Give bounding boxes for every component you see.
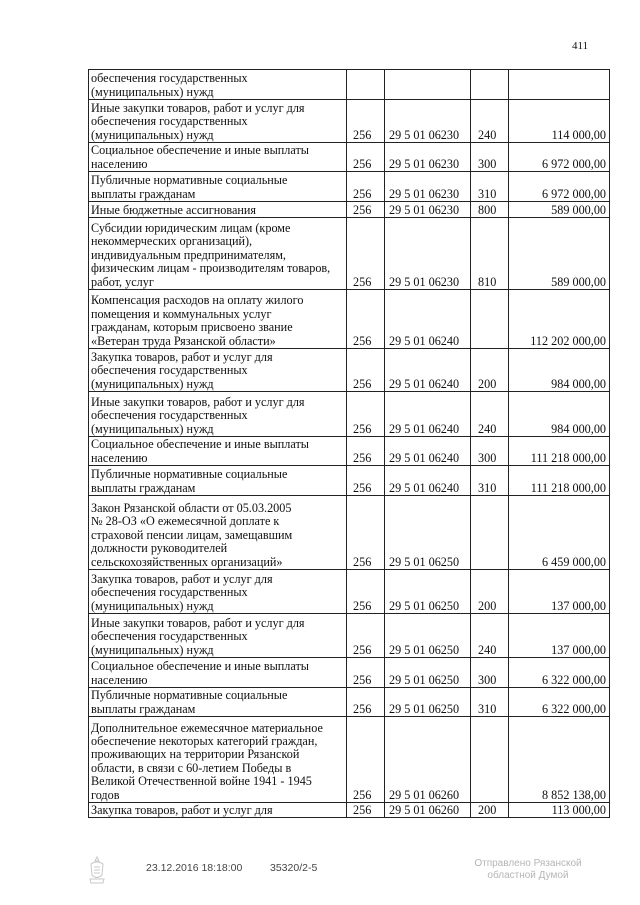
row-code-cell: 256 xyxy=(347,570,385,614)
table-row xyxy=(89,614,610,658)
row-vr-cell: 310 xyxy=(471,688,509,717)
row-code-cell: 256 xyxy=(347,172,385,202)
table-row xyxy=(89,143,610,172)
table-row xyxy=(89,349,610,392)
row-csr-cell: 29 5 01 06230 xyxy=(385,100,471,143)
row-name-cell: обеспечения государственных (муниципальных) нужд xyxy=(89,70,347,100)
row-vr-cell: 310 xyxy=(471,172,509,202)
emblem-icon xyxy=(86,855,108,885)
row-name-cell: Социальное обеспечение и иные выплаты населению xyxy=(89,658,347,688)
table-row xyxy=(89,466,610,496)
table-row xyxy=(89,218,610,290)
row-code-cell: 256 xyxy=(347,803,385,818)
table-row xyxy=(89,392,610,437)
table-row xyxy=(89,570,610,614)
row-code-cell: 256 xyxy=(347,437,385,466)
table-row xyxy=(89,437,610,466)
row-vr-cell: 200 xyxy=(471,570,509,614)
row-code-cell: 256 xyxy=(347,614,385,658)
row-sum-cell xyxy=(509,70,610,100)
row-vr-cell: 300 xyxy=(471,143,509,172)
page-number: 411 xyxy=(572,40,589,52)
row-csr-cell: 29 5 01 06230 xyxy=(385,172,471,202)
table-row xyxy=(89,202,610,218)
row-code-cell: 256 xyxy=(347,466,385,496)
footer-stamp-line1: Отправлено Рязанской xyxy=(474,858,582,869)
row-csr-cell: 29 5 01 06250 xyxy=(385,658,471,688)
row-vr-cell xyxy=(471,717,509,803)
budget-table xyxy=(88,69,610,818)
row-name-cell: Публичные нормативные социальные выплаты гражданам xyxy=(89,172,347,202)
row-name-cell: Иные закупки товаров, работ и услуг для обеспечения государственных (муниципальных) нужд xyxy=(89,392,347,437)
row-name-cell: Закупка товаров, работ и услуг для обеспечения государственных (муниципальных) нужд xyxy=(89,349,347,392)
row-vr-cell: 300 xyxy=(471,437,509,466)
row-code-cell: 256 xyxy=(347,392,385,437)
row-name-cell: Субсидии юридическим лицам (кроме некоммерческих организаций), индивидуальным предпринимателям, физическим лицам - производителям товаров, работ, услуг xyxy=(89,218,347,290)
row-sum-cell: 111 218 000,00 xyxy=(509,437,610,466)
row-name-cell: Социальное обеспечение и иные выплаты населению xyxy=(89,143,347,172)
row-vr-cell xyxy=(471,496,509,570)
table-row xyxy=(89,172,610,202)
row-csr-cell: 29 5 01 06250 xyxy=(385,496,471,570)
row-name-cell: Иные закупки товаров, работ и услуг для обеспечения государственных (муниципальных) нужд xyxy=(89,614,347,658)
footer-date: 23.12.2016 18:18:00 xyxy=(146,862,243,874)
row-csr-cell xyxy=(385,70,471,100)
row-csr-cell: 29 5 01 06250 xyxy=(385,570,471,614)
row-code-cell: 256 xyxy=(347,143,385,172)
table-row xyxy=(89,688,610,717)
row-sum-cell: 984 000,00 xyxy=(509,392,610,437)
row-sum-cell: 137 000,00 xyxy=(509,570,610,614)
row-name-cell: Закупка товаров, работ и услуг для обеспечения государственных (муниципальных) нужд xyxy=(89,570,347,614)
row-csr-cell: 29 5 01 06240 xyxy=(385,392,471,437)
table-row xyxy=(89,496,610,570)
row-code-cell: 256 xyxy=(347,496,385,570)
row-csr-cell: 29 5 01 06240 xyxy=(385,437,471,466)
table-row xyxy=(89,100,610,143)
row-csr-cell: 29 5 01 06230 xyxy=(385,202,471,218)
row-sum-cell: 589 000,00 xyxy=(509,218,610,290)
table-row xyxy=(89,717,610,803)
row-code-cell: 256 xyxy=(347,100,385,143)
row-sum-cell: 6 459 000,00 xyxy=(509,496,610,570)
row-code-cell: 256 xyxy=(347,658,385,688)
row-vr-cell: 240 xyxy=(471,392,509,437)
row-vr-cell: 810 xyxy=(471,218,509,290)
row-csr-cell: 29 5 01 06230 xyxy=(385,143,471,172)
row-code-cell xyxy=(347,70,385,100)
row-csr-cell: 29 5 01 06240 xyxy=(385,466,471,496)
row-name-cell: Публичные нормативные социальные выплаты гражданам xyxy=(89,466,347,496)
row-name-cell: Компенсация расходов на оплату жилого помещения и коммунальных услуг гражданам, которым присвоено звание «Ветеран труда Рязанской области» xyxy=(89,290,347,349)
row-sum-cell: 8 852 138,00 xyxy=(509,717,610,803)
row-vr-cell: 200 xyxy=(471,803,509,818)
row-csr-cell: 29 5 01 06240 xyxy=(385,290,471,349)
table-row xyxy=(89,658,610,688)
row-csr-cell: 29 5 01 06260 xyxy=(385,717,471,803)
row-csr-cell: 29 5 01 06230 xyxy=(385,218,471,290)
row-name-cell: Социальное обеспечение и иные выплаты населению xyxy=(89,437,347,466)
table-row xyxy=(89,290,610,349)
footer-stamp xyxy=(448,858,608,882)
row-csr-cell: 29 5 01 06250 xyxy=(385,614,471,658)
row-vr-cell: 240 xyxy=(471,614,509,658)
row-code-cell: 256 xyxy=(347,202,385,218)
row-name-cell: Закон Рязанской области от 05.03.2005 № 28-ОЗ «О ежемесячной доплате к страховой пенсии лицам, замещавшим должности руководителей сельскохозяйственных организаций» xyxy=(89,496,347,570)
row-sum-cell: 111 218 000,00 xyxy=(509,466,610,496)
row-vr-cell xyxy=(471,290,509,349)
row-name-cell: Иные закупки товаров, работ и услуг для обеспечения государственных (муниципальных) нужд xyxy=(89,100,347,143)
row-sum-cell: 114 000,00 xyxy=(509,100,610,143)
row-name-cell: Закупка товаров, работ и услуг для xyxy=(89,803,347,818)
row-name-cell: Публичные нормативные социальные выплаты гражданам xyxy=(89,688,347,717)
footer-doc-number: 35320/2-5 xyxy=(270,862,318,874)
row-sum-cell: 137 000,00 xyxy=(509,614,610,658)
row-sum-cell: 589 000,00 xyxy=(509,202,610,218)
row-sum-cell: 6 972 000,00 xyxy=(509,172,610,202)
row-vr-cell: 310 xyxy=(471,466,509,496)
row-sum-cell: 984 000,00 xyxy=(509,349,610,392)
row-sum-cell: 113 000,00 xyxy=(509,803,610,818)
row-csr-cell: 29 5 01 06250 xyxy=(385,688,471,717)
row-code-cell: 256 xyxy=(347,688,385,717)
row-vr-cell: 200 xyxy=(471,349,509,392)
row-sum-cell: 6 322 000,00 xyxy=(509,658,610,688)
row-vr-cell xyxy=(471,70,509,100)
table-row xyxy=(89,803,610,818)
row-vr-cell: 300 xyxy=(471,658,509,688)
row-code-cell: 256 xyxy=(347,218,385,290)
row-code-cell: 256 xyxy=(347,717,385,803)
row-code-cell: 256 xyxy=(347,290,385,349)
row-vr-cell: 800 xyxy=(471,202,509,218)
table-row xyxy=(89,70,610,100)
footer-stamp-line2: областной Думой xyxy=(487,870,569,881)
row-sum-cell: 6 972 000,00 xyxy=(509,143,610,172)
row-code-cell: 256 xyxy=(347,349,385,392)
row-sum-cell: 6 322 000,00 xyxy=(509,688,610,717)
row-vr-cell: 240 xyxy=(471,100,509,143)
row-csr-cell: 29 5 01 06240 xyxy=(385,349,471,392)
budget-table-body xyxy=(89,70,610,818)
row-name-cell: Иные бюджетные ассигнования xyxy=(89,202,347,218)
row-name-cell: Дополнительное ежемесячное материальное обеспечение некоторых категорий граждан, проживающих на территории Рязанской области, в связи с 60-летием Победы в Великой Отечественной войне 1941 - 1945 годов xyxy=(89,717,347,803)
row-sum-cell: 112 202 000,00 xyxy=(509,290,610,349)
row-csr-cell: 29 5 01 06260 xyxy=(385,803,471,818)
